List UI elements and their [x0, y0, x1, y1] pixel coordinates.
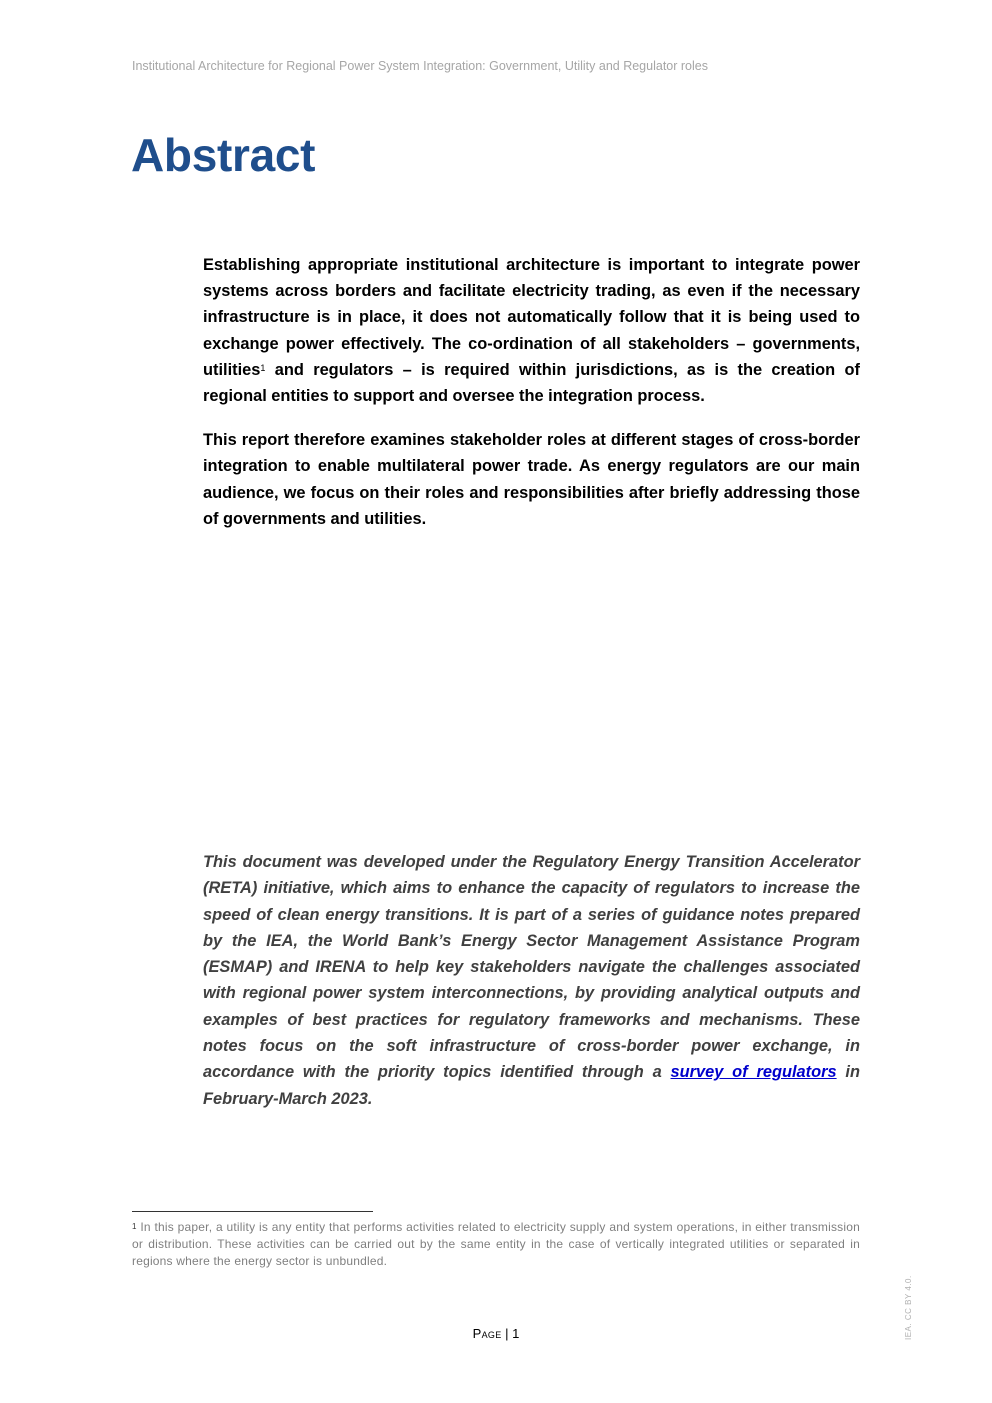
footnote-divider: [132, 1211, 373, 1212]
license-notice: IEA. CC BY 4.0.: [904, 1275, 913, 1340]
page-title: Abstract: [131, 129, 316, 181]
abstract-p1-text-start: Establishing appropriate institutional architecture is important to integrate power systems across borders and facilitate electricity trading, as even if the necessary infrastructure is in place, it does not automatically follow that it is being used to exchange power effectively. The co-ordination of all stakeholders – governments, utilities: [203, 256, 860, 379]
running-header: Institutional Architecture for Regional Power System Integration: Government, Utility and Regulator roles: [132, 59, 708, 73]
page-footer: [0, 1326, 992, 1341]
reta-note-text: This document was developed under the Regulatory Energy Transition Accelerator (RETA) initiative, which aims to enhance the capacity of regulators to increase the speed of clean energy transitions. It is part of a series of guidance notes prepared by the IEA, the World Bank’s Energy Sector Management Assistance Program (ESMAP) and IRENA to help key stakeholders navigate the challenges associated with regional power system interconnections, by providing analytical outputs and examples of best practices for regulatory frameworks and mechanisms. These notes focus on the soft infrastructure of cross-border power exchange, in accordance with the priority topics identified through a: [203, 853, 860, 1082]
reta-note-suffix: in February-March 2023.: [203, 1063, 860, 1108]
footnote-text: In this paper, a utility is any entity that performs activities related to electricity supply and system operations, in either transmission or distribution. These activities can be carried out by the same entity in the case of vertically integrated utilities or separated in regions where the energy sector is unbundled.: [132, 1220, 860, 1268]
abstract-body: [203, 252, 860, 550]
footnote-reference[interactable]: 1: [260, 362, 266, 373]
page-label: Page: [472, 1326, 502, 1341]
abstract-paragraph-1: [203, 252, 860, 409]
footnote: [132, 1219, 860, 1270]
reta-note: [203, 849, 860, 1112]
page-separator: |: [501, 1326, 513, 1341]
abstract-paragraph-2: This report therefore examines stakeholder roles at different stages of cross-border integration to enable multilateral power trade. As energy regulators are our main audience, we focus on their roles and responsibilities after briefly addressing those of governments and utilities.: [203, 431, 860, 528]
abstract-p1-text-end: and regulators – is required within jurisdictions, as is the creation of regional entities to support and oversee the integration process.: [203, 360, 860, 406]
survey-of-regulators-link[interactable]: survey of regulators: [670, 1063, 837, 1082]
page-number: 1: [512, 1326, 520, 1341]
footnote-marker: 1: [132, 1222, 137, 1231]
